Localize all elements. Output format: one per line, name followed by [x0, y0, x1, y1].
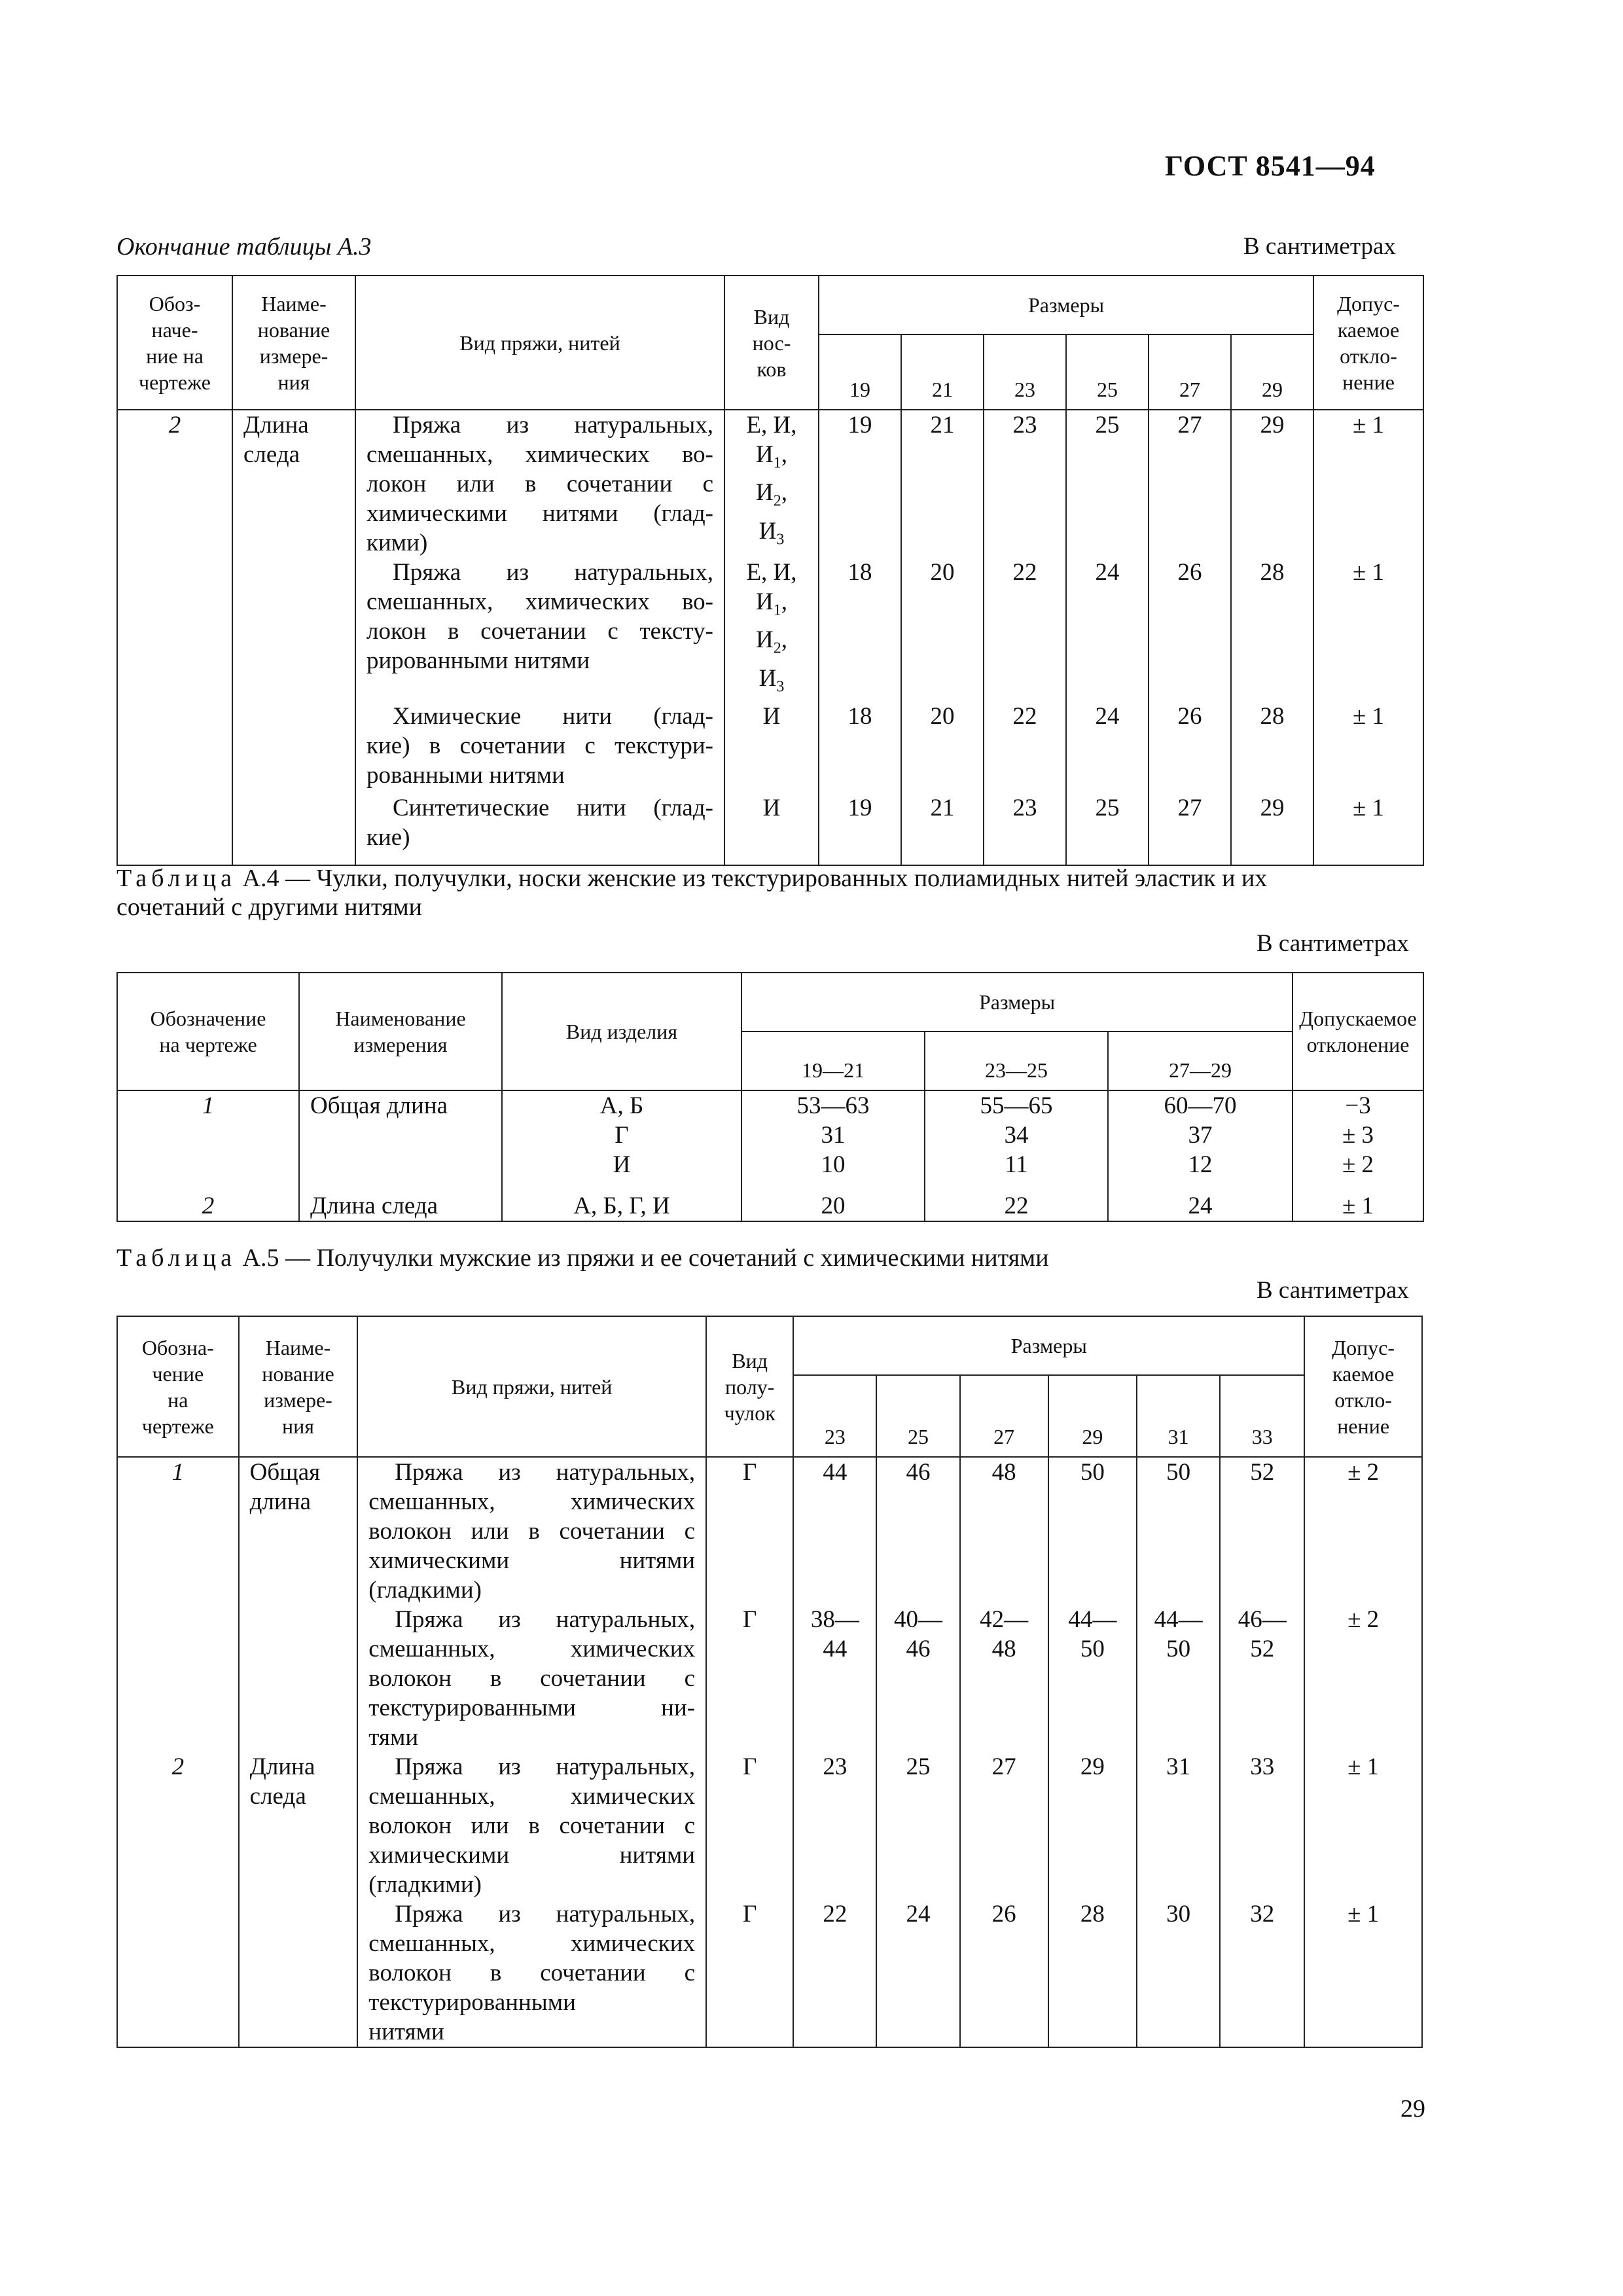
header-measure-name	[239, 1316, 358, 1457]
table-row	[117, 1090, 1423, 1189]
value-line: 44	[823, 1636, 847, 1662]
value-line: 24	[906, 1901, 931, 1928]
header-line: чение	[152, 1361, 204, 1386]
size-value: 25	[1066, 410, 1149, 558]
tolerance-value: ± 2	[1304, 1457, 1422, 1605]
size-header: 21	[901, 334, 984, 410]
header-line: чертеже	[139, 370, 211, 394]
value-line: 28	[1080, 1901, 1105, 1928]
size-value	[876, 1752, 959, 1899]
value-line: 12	[1188, 1151, 1213, 1178]
header-line: каемое	[1337, 317, 1400, 342]
yarn-line: локон в сочетании с тексту-	[366, 618, 713, 645]
yarn-line: смешанных, химических	[368, 1488, 696, 1515]
yarn-line: текстурированными	[368, 1989, 576, 2016]
yarn-line: Пряжа из натуральных,	[395, 1606, 696, 1633]
header-sizes: Размеры	[793, 1316, 1304, 1375]
table-a3-units: В сантиметрах	[1243, 233, 1396, 260]
kind-line: $И_3$	[758, 517, 785, 548]
designation-cell	[117, 1605, 239, 1752]
header-line: откло-	[1340, 344, 1397, 368]
product-type-cell	[502, 1189, 741, 1221]
header-line: Обоз-	[149, 291, 201, 315]
designation-cell: 2	[117, 1752, 239, 1899]
measure-line: Длина	[243, 412, 309, 439]
table-a5-units: В сантиметрах	[1257, 1277, 1409, 1304]
size-value: 22	[984, 702, 1066, 793]
value-line: 44—	[1154, 1606, 1203, 1633]
header-line: Допус-	[1332, 1335, 1395, 1359]
half-stocking-type-cell: Г	[706, 1457, 793, 1605]
table-row	[117, 410, 1423, 558]
header-line: Наиме-	[265, 1335, 331, 1359]
header-line: нение	[1337, 1414, 1390, 1438]
size-value: 24	[1066, 702, 1149, 793]
header-designation	[117, 973, 299, 1090]
header-yarn-type: Вид пряжи, нитей	[355, 276, 724, 410]
size-value: 18	[819, 558, 901, 702]
size-value	[793, 1752, 876, 1899]
size-header: 25	[1066, 334, 1149, 410]
table-a5-caption-label: Таблица	[116, 1244, 237, 1272]
size-value	[925, 1090, 1108, 1189]
value-line: 26	[991, 1901, 1016, 1928]
size-value: 27	[1149, 410, 1231, 558]
size-value	[960, 1457, 1048, 1605]
yarn-line: волокон или в сочетании с	[368, 1812, 696, 1839]
value-line: 27	[991, 1753, 1016, 1780]
value-line: 46	[906, 1636, 931, 1662]
size-value	[1137, 1605, 1220, 1752]
header-line: Вид	[753, 304, 790, 329]
value-line: 52	[1250, 1459, 1275, 1486]
size-header: 19	[819, 334, 901, 410]
value-line: 60—70	[1164, 1092, 1237, 1119]
table-row	[117, 1899, 1422, 2047]
size-value	[1220, 1457, 1304, 1605]
value-line: 44—	[1068, 1606, 1117, 1633]
table-a4-caption-line2: сочетаний с другими нитями	[116, 893, 422, 921]
table-row	[117, 1457, 1422, 1605]
half-stocking-type-cell: Г	[706, 1605, 793, 1752]
size-value	[960, 1752, 1048, 1899]
yarn-cell	[355, 793, 724, 865]
size-value	[1048, 1752, 1137, 1899]
yarn-line: кие) в сочетании с текстури-	[366, 732, 713, 760]
measure-line: следа	[243, 441, 300, 468]
size-value	[960, 1605, 1048, 1752]
size-value	[741, 1090, 925, 1189]
yarn-line: локон или в сочетании с	[366, 471, 713, 497]
value-line: 37	[1188, 1122, 1213, 1149]
header-line: нование	[262, 1361, 334, 1386]
size-value	[793, 1457, 876, 1605]
value-line: 23	[823, 1753, 847, 1780]
yarn-line: Пряжа из натуральных,	[393, 412, 713, 439]
yarn-cell	[357, 1752, 706, 1899]
table-row	[117, 702, 1423, 793]
table-a3-caption: Окончание таблицы А.3	[116, 233, 372, 260]
sock-type-cell	[724, 702, 819, 793]
yarn-line: химическими нитями (глад-	[366, 500, 713, 527]
tolerance-value: ± 1	[1304, 1899, 1422, 2047]
table-row	[117, 558, 1423, 702]
size-value	[876, 1605, 959, 1752]
size-value: 26	[1149, 702, 1231, 793]
kind-line: $И_3$	[758, 664, 785, 696]
value-line: 33	[1250, 1753, 1275, 1780]
value-line: 10	[821, 1151, 846, 1178]
table-row	[117, 1752, 1422, 1899]
yarn-line: волокон в сочетании с	[368, 1960, 696, 1986]
size-value: 18	[819, 702, 901, 793]
header-line: Допускаемое	[1299, 1007, 1417, 1030]
kind-line: И	[762, 795, 781, 822]
designation-cell	[117, 1899, 239, 2047]
measure-cell: Длина следа	[299, 1189, 502, 1221]
header-product-type: Вид изделия	[502, 973, 741, 1090]
table-a4-caption	[116, 864, 1425, 922]
value-line: 32	[1250, 1901, 1275, 1928]
designation-cell: 2	[117, 1189, 299, 1221]
header-designation	[117, 1316, 239, 1457]
designation-cell	[117, 793, 232, 865]
measure-cell	[239, 1899, 358, 2047]
size-value	[1108, 1189, 1293, 1221]
size-value	[1137, 1457, 1220, 1605]
table-a4-units: В сантиметрах	[1257, 930, 1409, 957]
size-value: 20	[901, 702, 984, 793]
size-value: 19	[819, 793, 901, 865]
kind-line: Е, И,	[746, 412, 797, 439]
header-yarn-type: Вид пряжи, нитей	[357, 1316, 706, 1457]
size-value: 23	[984, 793, 1066, 865]
yarn-line: смешанных, химических во-	[366, 441, 713, 468]
yarn-line: Пряжа из натуральных,	[395, 1901, 696, 1928]
value-line: ± 2	[1342, 1151, 1374, 1178]
yarn-line: Пряжа из натуральных,	[395, 1753, 696, 1780]
table-row	[117, 1605, 1422, 1752]
header-sizes: Размеры	[819, 276, 1313, 334]
measure-cell	[239, 1605, 358, 1752]
yarn-line: нитями	[368, 2018, 444, 2045]
size-value: 19	[819, 410, 901, 558]
yarn-line: рированными нитями	[366, 647, 590, 674]
size-value: 28	[1231, 702, 1313, 793]
value-line: 30	[1166, 1901, 1191, 1928]
value-line: 55—65	[980, 1092, 1053, 1119]
header-line: Вид	[732, 1348, 768, 1372]
table-a3	[116, 275, 1424, 866]
value-line: −3	[1345, 1092, 1371, 1119]
yarn-line: рованными нитями	[366, 762, 565, 789]
size-header: 27	[960, 1375, 1048, 1457]
yarn-line: (гладкими)	[368, 1577, 482, 1604]
table-row	[117, 1189, 1423, 1221]
table-a5-caption-text: А.5 — Получулки мужские из пряжи и ее сочетаний с химическими нитями	[236, 1244, 1049, 1272]
value-line: 31	[821, 1122, 846, 1149]
header-line: ние на	[146, 344, 204, 368]
size-header: 25	[876, 1375, 959, 1457]
value-line: 52	[1250, 1636, 1275, 1662]
size-value	[1220, 1752, 1304, 1899]
value-line: ± 3	[1342, 1122, 1374, 1149]
size-value	[793, 1605, 876, 1752]
header-line: Допус-	[1337, 291, 1400, 315]
size-header: 23	[984, 334, 1066, 410]
value-line: ± 1	[1342, 1193, 1374, 1219]
yarn-line: Синтетические нити (глад-	[393, 795, 713, 822]
kind-line: $И_2$,	[756, 479, 787, 510]
header-line: Наименование	[335, 1007, 466, 1030]
size-value	[1048, 1899, 1137, 2047]
table-row	[117, 793, 1423, 865]
value-line: 38—	[810, 1606, 859, 1633]
designation-cell: 2	[117, 410, 232, 558]
measure-cell	[232, 410, 355, 558]
value-line: 20	[821, 1193, 846, 1219]
table-a4-caption-label: Таблица	[116, 865, 237, 892]
header-tolerance	[1313, 276, 1423, 410]
header-measure-name	[299, 973, 502, 1090]
value-line: 24	[1188, 1193, 1213, 1219]
size-value	[876, 1457, 959, 1605]
measure-cell	[232, 558, 355, 702]
designation-cell: 1	[117, 1457, 239, 1605]
value-line: 46—	[1238, 1606, 1287, 1633]
header-half-stocking-type	[706, 1316, 793, 1457]
yarn-line: смешанных, химических	[368, 1930, 696, 1957]
size-value: 25	[1066, 793, 1149, 865]
size-value: 21	[901, 410, 984, 558]
kind-line: $И_1$,	[756, 588, 787, 619]
header-sizes: Размеры	[741, 973, 1293, 1031]
size-header: 27	[1149, 334, 1231, 410]
header-line: Наиме-	[261, 291, 327, 315]
header-line: ков	[757, 357, 787, 381]
measure-line: следа	[249, 1783, 306, 1810]
size-value	[1048, 1457, 1137, 1605]
yarn-line: тями	[368, 1724, 419, 1751]
header-line: нение	[1342, 370, 1395, 394]
value-line: 50	[1166, 1459, 1191, 1486]
size-header: 19—21	[741, 1031, 925, 1090]
header-tolerance	[1304, 1316, 1422, 1457]
size-header: 31	[1137, 1375, 1220, 1457]
size-value: 21	[901, 793, 984, 865]
kind-line: Е, И,	[746, 559, 797, 586]
size-value: 28	[1231, 558, 1313, 702]
value-line: 50	[1166, 1636, 1191, 1662]
size-value	[793, 1899, 876, 2047]
kind-line: И	[762, 703, 781, 730]
table-a5	[116, 1316, 1423, 2048]
value-line: 22	[1004, 1193, 1029, 1219]
page-number: 29	[1400, 2095, 1425, 2123]
header-line: отклонение	[1306, 1033, 1410, 1056]
value-line: 48	[991, 1459, 1016, 1486]
size-value	[925, 1189, 1108, 1221]
tolerance-value: ± 1	[1313, 793, 1423, 865]
designation-cell	[117, 702, 232, 793]
designation-cell	[117, 558, 232, 702]
header-line: полу-	[725, 1374, 775, 1399]
header-line: измерения	[353, 1033, 448, 1056]
value-line: И	[613, 1151, 631, 1178]
header-line: ния	[282, 1414, 314, 1438]
product-type-cell	[502, 1090, 741, 1189]
size-header: 33	[1220, 1375, 1304, 1457]
size-header: 23—25	[925, 1031, 1108, 1090]
kind-line: $И_2$,	[756, 626, 787, 657]
sock-type-cell	[724, 558, 819, 702]
size-value: 23	[984, 410, 1066, 558]
value-line: 46	[906, 1459, 931, 1486]
yarn-cell	[357, 1899, 706, 2047]
size-value: 26	[1149, 558, 1231, 702]
measure-cell	[232, 702, 355, 793]
value-line: 34	[1004, 1122, 1029, 1149]
size-value	[741, 1189, 925, 1221]
size-value	[1108, 1090, 1293, 1189]
header-line: ния	[277, 370, 310, 394]
table-a5-caption	[116, 1244, 1425, 1272]
size-value: 29	[1231, 410, 1313, 558]
value-line: 50	[1080, 1459, 1105, 1486]
size-value	[1048, 1605, 1137, 1752]
size-header: 23	[793, 1375, 876, 1457]
tolerance-value: ± 1	[1313, 410, 1423, 558]
size-value: 22	[984, 558, 1066, 702]
yarn-cell	[357, 1605, 706, 1752]
yarn-line: химическими нитями	[368, 1547, 696, 1574]
size-header: 29	[1231, 334, 1313, 410]
header-measure-name	[232, 276, 355, 410]
header-sock-type	[724, 276, 819, 410]
size-value	[960, 1899, 1048, 2047]
size-value	[1220, 1899, 1304, 2047]
yarn-line: волокон в сочетании с	[368, 1665, 696, 1692]
measure-cell: Общая длина	[299, 1090, 502, 1189]
yarn-line: (гладкими)	[368, 1871, 482, 1898]
half-stocking-type-cell: Г	[706, 1899, 793, 2047]
measure-cell	[239, 1752, 358, 1899]
yarn-line: смешанных, химических	[368, 1783, 696, 1810]
yarn-cell	[357, 1457, 706, 1605]
yarn-cell	[355, 410, 724, 558]
value-line: 25	[906, 1753, 931, 1780]
value-line: 29	[1080, 1753, 1105, 1780]
yarn-cell	[355, 702, 724, 793]
yarn-line: Пряжа из натуральных,	[393, 559, 713, 586]
yarn-cell	[355, 558, 724, 702]
tolerance-value: ± 2	[1304, 1605, 1422, 1752]
value-line: 53—63	[796, 1092, 870, 1119]
value-line: 50	[1080, 1636, 1105, 1662]
measure-cell	[239, 1457, 358, 1605]
yarn-line: волокон или в сочетании с	[368, 1518, 696, 1545]
header-line: чертеже	[141, 1414, 214, 1438]
tolerance-value	[1293, 1090, 1423, 1189]
value-line: А, Б	[599, 1092, 644, 1119]
measure-line: Общая	[249, 1459, 321, 1486]
header-line: нование	[257, 317, 330, 342]
measure-line: длина	[249, 1488, 311, 1515]
measure-line: Длина	[249, 1753, 315, 1780]
table-a4	[116, 972, 1424, 1222]
yarn-line: Пряжа из натуральных,	[395, 1459, 696, 1486]
header-line: Обозна-	[141, 1335, 214, 1359]
measure-cell	[232, 793, 355, 865]
header-line: наче-	[151, 317, 198, 342]
size-value: 29	[1231, 793, 1313, 865]
kind-line: $И_1$,	[756, 441, 787, 472]
value-line: 48	[991, 1636, 1016, 1662]
header-designation	[117, 276, 232, 410]
size-header: 27—29	[1108, 1031, 1293, 1090]
tolerance-value: ± 1	[1313, 558, 1423, 702]
document-id: ГОСТ 8541—94	[1165, 150, 1376, 182]
header-line: на чертеже	[159, 1033, 257, 1056]
size-value	[1137, 1899, 1220, 2047]
value-line: 22	[823, 1901, 847, 1928]
header-line: на	[168, 1388, 188, 1412]
header-line: откло-	[1334, 1388, 1393, 1412]
tolerance-value	[1293, 1189, 1423, 1221]
size-value: 20	[901, 558, 984, 702]
table-a4-caption-text: А.4 — Чулки, получулки, носки женские из текстурированных полиамидных нитей эластик и их	[236, 865, 1268, 892]
header-line: измере-	[264, 1388, 332, 1412]
size-value	[1220, 1605, 1304, 1752]
header-line: измере-	[259, 344, 329, 368]
size-value	[1137, 1752, 1220, 1899]
header-line: чулок	[724, 1401, 776, 1425]
tolerance-value: ± 1	[1304, 1752, 1422, 1899]
sock-type-cell	[724, 410, 819, 558]
value-line: 44	[823, 1459, 847, 1486]
header-line: нос-	[752, 331, 791, 355]
size-value: 24	[1066, 558, 1149, 702]
value-line: 31	[1166, 1753, 1191, 1780]
yarn-line: смешанных, химических	[368, 1636, 696, 1662]
designation-cell: 1	[117, 1090, 299, 1189]
size-header: 29	[1048, 1375, 1137, 1457]
yarn-line: кие)	[366, 824, 410, 852]
value-line: 40—	[893, 1606, 942, 1633]
sock-type-cell	[724, 793, 819, 865]
value-line: 11	[1005, 1151, 1028, 1178]
yarn-line: Химические нити (глад-	[393, 703, 713, 730]
yarn-line: кими)	[366, 529, 428, 556]
header-line: Обозначение	[150, 1007, 266, 1030]
yarn-line: химическими нитями	[368, 1842, 696, 1869]
value-line: А, Б, Г, И	[573, 1193, 670, 1219]
header-line: каемое	[1332, 1361, 1395, 1386]
yarn-line: смешанных, химических во-	[366, 588, 713, 615]
size-value	[876, 1899, 959, 2047]
half-stocking-type-cell: Г	[706, 1752, 793, 1899]
value-line: Г	[615, 1122, 629, 1149]
size-value: 27	[1149, 793, 1231, 865]
yarn-line: текстурированными ни-	[368, 1695, 696, 1721]
tolerance-value: ± 1	[1313, 702, 1423, 793]
header-tolerance	[1293, 973, 1423, 1090]
value-line: 42—	[980, 1606, 1029, 1633]
